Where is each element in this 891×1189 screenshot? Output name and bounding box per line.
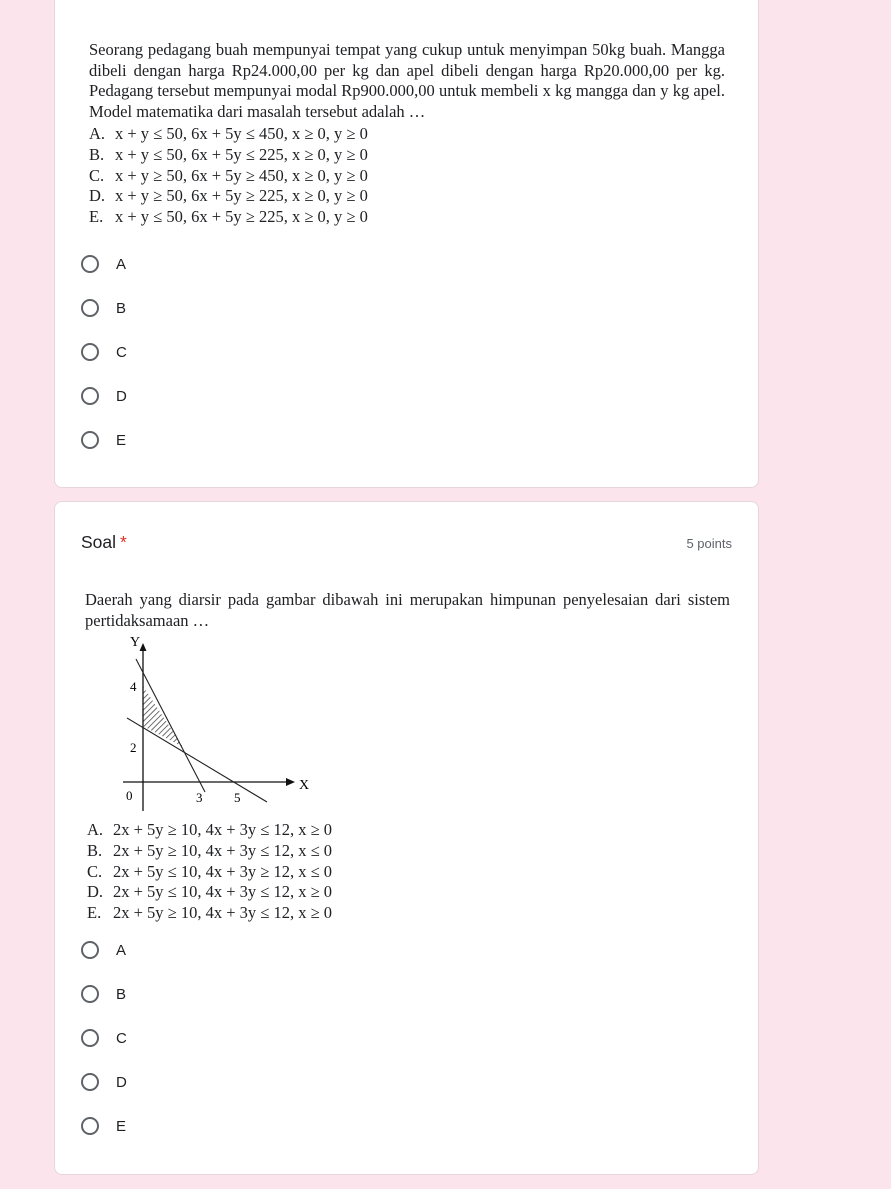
q1-choice-a[interactable]: [80, 242, 127, 286]
radio-button[interactable]: [81, 431, 99, 449]
radio-label: C: [116, 1029, 127, 1047]
x-tick-3: 3: [196, 790, 203, 805]
x-axis-label: X: [299, 778, 310, 793]
question-2-radio-group: [80, 928, 127, 1148]
question-2-option-a: A. 2x + 5y ≥ 10, 4x + 3y ≤ 12, x ≥ 0: [87, 820, 333, 839]
origin-label: 0: [126, 788, 133, 803]
question-1-option-a: A. x + y ≤ 50, 6x + 5y ≤ 450, x ≥ 0, y ≥ 0: [89, 124, 368, 143]
radio-button[interactable]: [81, 299, 99, 317]
y-axis-arrow: [140, 643, 147, 651]
radio-label: A: [116, 941, 127, 959]
required-asterisk: *: [120, 532, 127, 552]
question-2-option-e: E. 2x + 5y ≥ 10, 4x + 3y ≤ 12, x ≥ 0: [87, 903, 333, 923]
question-1-option-c: C. x + y ≥ 50, 6x + 5y ≥ 450, x ≥ 0, y ≥ 0: [89, 165, 368, 185]
x-tick-5: 5: [234, 790, 241, 805]
question-1-option-e: E. x + y ≤ 50, 6x + 5y ≥ 225, x ≥ 0, y ≥ 0: [89, 207, 368, 227]
radio-label: B: [116, 985, 127, 1003]
radio-button[interactable]: [81, 985, 99, 1003]
question-card-1: [54, 0, 759, 488]
q1-choice-e[interactable]: [80, 418, 127, 462]
x-axis-arrow: [286, 778, 295, 786]
question-2-option-list: [87, 820, 332, 924]
radio-label: C: [116, 343, 127, 361]
question-1-option-b: B. x + y ≤ 50, 6x + 5y ≤ 225, x ≥ 0, y ≥ 0: [89, 144, 368, 164]
points-label: 5 points: [686, 536, 732, 551]
question-title: Soal *: [81, 532, 127, 552]
q1-choice-c[interactable]: [80, 330, 127, 374]
q2-choice-e[interactable]: [80, 1104, 127, 1148]
radio-label: D: [116, 387, 127, 405]
radio-button[interactable]: [81, 1073, 99, 1091]
radio-label: D: [116, 1073, 127, 1091]
radio-button[interactable]: [81, 387, 99, 405]
question-1-text: Seorang pedagang buah mempunyai tempat yang cukup untuk menyimpan 50kg buah. Mangga dibeli dengan harga Rp24.000,00 per kg dan apel dibeli dengan harga Rp20.000,00 per kg. Pedagang tersebut mempunyai modal Rp900.000,00 untuk membeli x kg mangga dan y kg apel. Model matematika dari masalah tersebut adalah …: [89, 40, 725, 121]
q2-choice-a[interactable]: [80, 928, 127, 972]
question-1-radio-group: [80, 242, 127, 462]
question-card-2: [54, 501, 759, 1175]
y-tick-2: 2: [130, 740, 137, 755]
question-2-option-b: B. 2x + 5y ≥ 10, 4x + 3y ≤ 12, x ≤ 0: [87, 840, 333, 860]
question-2-text: Daerah yang diarsir pada gambar dibawah ini merupakan himpunan penyelesaian dari sistem pertidaksamaan …: [85, 590, 730, 630]
question-2-option-d: D. 2x + 5y ≤ 10, 4x + 3y ≤ 12, x ≥ 0: [87, 882, 333, 902]
q2-choice-d[interactable]: [80, 1060, 127, 1104]
radio-label: A: [116, 255, 127, 273]
q2-choice-c[interactable]: [80, 1016, 127, 1060]
inequality-graph: [121, 630, 311, 814]
q1-choice-d[interactable]: [80, 374, 127, 418]
q2-choice-b[interactable]: [80, 972, 127, 1016]
radio-button[interactable]: [81, 255, 99, 273]
radio-label: E: [116, 431, 127, 449]
y-tick-4: 4: [130, 679, 137, 694]
question-1-option-list: [89, 124, 368, 228]
radio-button[interactable]: [81, 1117, 99, 1135]
question-1-option-d: D. x + y ≥ 50, 6x + 5y ≥ 225, x ≥ 0, y ≥ 0: [89, 186, 368, 206]
radio-button[interactable]: [81, 941, 99, 959]
question-2-option-c: C. 2x + 5y ≤ 10, 4x + 3y ≥ 12, x ≤ 0: [87, 861, 333, 881]
radio-label: E: [116, 1117, 127, 1135]
q1-choice-b[interactable]: [80, 286, 127, 330]
y-axis-label: Y: [130, 635, 141, 650]
radio-label: B: [116, 299, 127, 317]
radio-button[interactable]: [81, 343, 99, 361]
radio-button[interactable]: [81, 1029, 99, 1047]
